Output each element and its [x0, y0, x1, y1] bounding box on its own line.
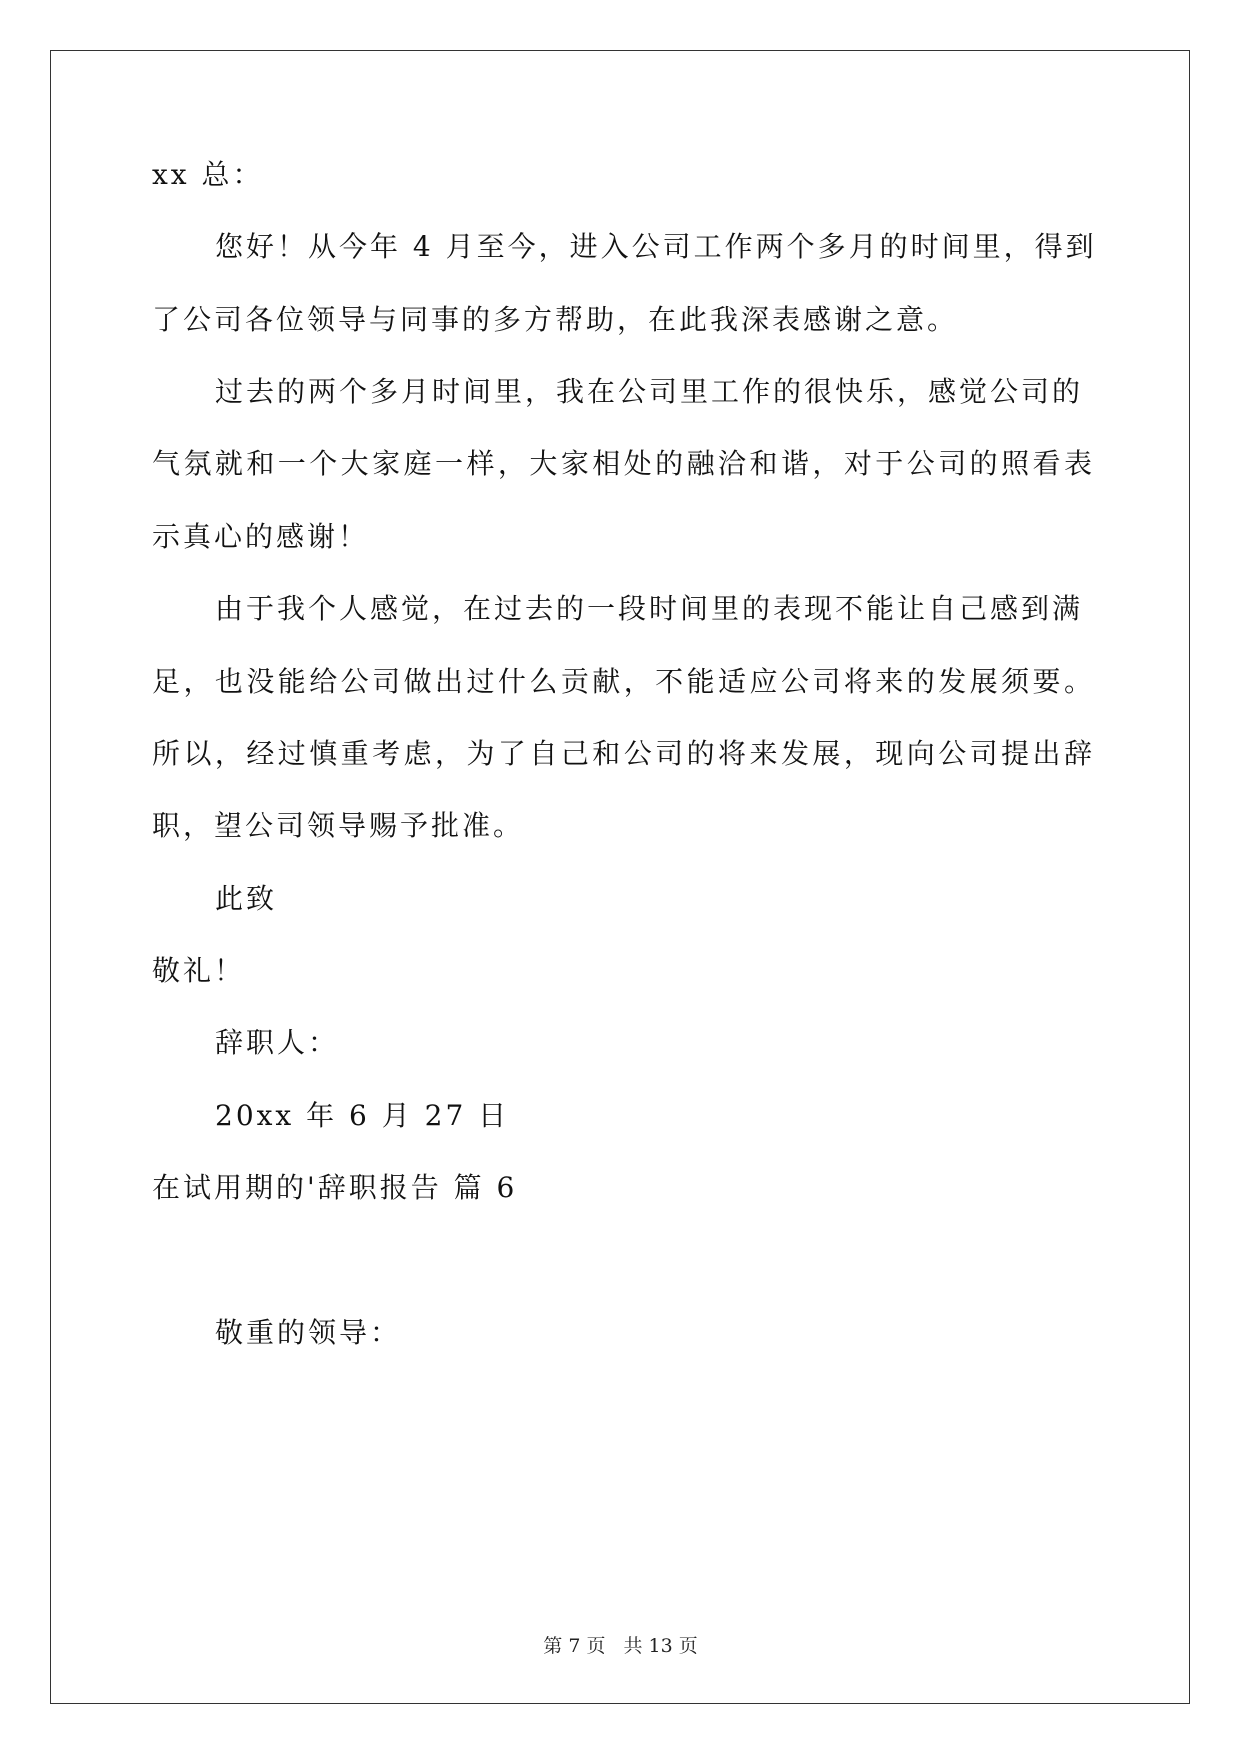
paragraph-1-line-1: 您好！从今年 4 月至今，进入公司工作两个多月的时间里，得到	[215, 230, 1097, 263]
next-salutation: 敬重的领导：	[215, 1316, 402, 1349]
paragraph-3-line-4: 职，望公司领导赐予批准。	[152, 809, 525, 842]
section-title: 在试用期的'辞职报告 篇 6	[152, 1171, 518, 1204]
page-number: 第 7 页	[543, 1635, 606, 1657]
paragraph-3-line-1: 由于我个人感觉，在过去的一段时间里的表现不能让自己感到满	[215, 592, 1084, 625]
paragraph-1-line-2: 了公司各位领导与同事的多方帮助，在此我深表感谢之意。	[152, 303, 959, 336]
page-footer	[0, 1634, 1241, 1658]
closing-line-2: 敬礼！	[152, 954, 246, 987]
paragraph-3-line-3: 所以，经过慎重考虑，为了自己和公司的将来发展，现向公司提出辞	[152, 737, 1092, 770]
closing-line-1: 此致	[215, 882, 278, 915]
paragraph-3-line-2: 足，也没能给公司做出过什么贡献，不能适应公司将来的发展须要。	[152, 665, 1092, 698]
signer-line: 辞职人：	[215, 1026, 340, 1059]
paragraph-2-line-1: 过去的两个多月时间里，我在公司里工作的很快乐，感觉公司的	[215, 375, 1084, 408]
page-total: 共 13 页	[623, 1635, 698, 1657]
salutation: xx 总：	[152, 158, 264, 191]
page-frame	[50, 50, 1190, 1704]
date-line: 20xx 年 6 月 27 日	[215, 1099, 510, 1132]
paragraph-2-line-2: 气氛就和一个大家庭一样，大家相处的融洽和谐，对于公司的照看表	[152, 447, 1092, 480]
paragraph-2-line-3: 示真心的感谢！	[152, 520, 370, 553]
